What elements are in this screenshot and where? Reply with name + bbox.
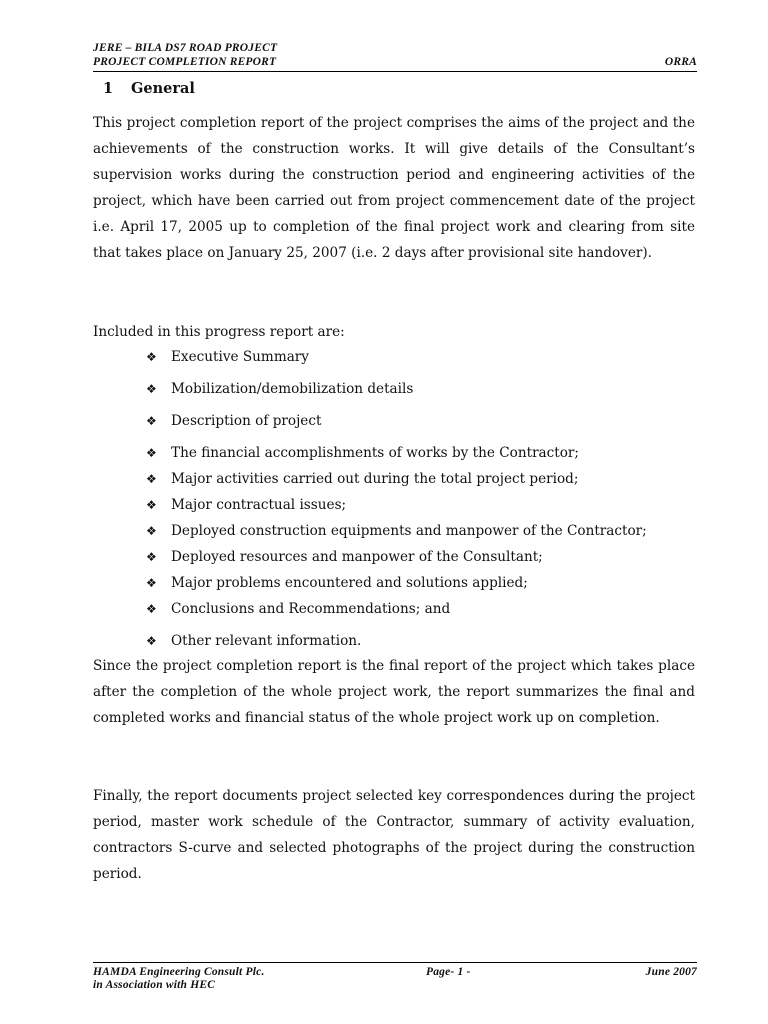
list-item xyxy=(146,466,578,492)
footer-company: HAMDA Engineering Consult Plc. xyxy=(93,966,265,978)
footer-association: in Association with HEC xyxy=(93,979,216,991)
list-item xyxy=(146,344,309,370)
list-item xyxy=(146,518,647,544)
paragraph-summary: Since the project completion report is the final report of the project which takes place after the completion of the whole project work, the report summarizes the final and completed works and financial status of the whole project work up on completion. xyxy=(93,658,695,726)
diamond-bullet-icon: ❖ xyxy=(146,550,157,564)
list-item-text: Deployed resources and manpower of the Consultant; xyxy=(171,549,543,565)
list-item-text: Conclusions and Recommendations; and xyxy=(171,601,451,617)
diamond-bullet-icon: ❖ xyxy=(146,382,157,396)
section-number: 1 xyxy=(103,80,114,97)
diamond-bullet-icon: ❖ xyxy=(146,350,157,364)
footer-page-number: Page- 1 - xyxy=(426,966,471,978)
diamond-bullet-icon: ❖ xyxy=(146,602,157,616)
footer-rule xyxy=(93,962,697,963)
header-project-name: JERE – BILA DS7 ROAD PROJECT xyxy=(93,42,278,54)
list-item xyxy=(146,628,361,654)
diamond-bullet-icon: ❖ xyxy=(146,472,157,486)
header-report-title: PROJECT COMPLETION REPORT xyxy=(93,56,277,68)
list-item-text: Executive Summary xyxy=(171,349,309,365)
list-item xyxy=(146,596,450,622)
paragraph-documents: Finally, the report documents project selected key correspondences during the project period, master work schedule of the Contractor, summary of activity evaluation, contractors S-curve and selected photographs of the project during the construction period. xyxy=(93,788,695,882)
list-item-text: Deployed construction equipments and manpower of the Contractor; xyxy=(171,523,647,539)
list-item xyxy=(146,492,346,518)
list-item xyxy=(146,440,579,466)
list-item-text: Major contractual issues; xyxy=(171,497,347,513)
list-item-text: Major activities carried out during the total project period; xyxy=(171,471,579,487)
section-title: General xyxy=(131,80,195,97)
list-item-text: The financial accomplishments of works by the Contractor; xyxy=(171,445,580,461)
list-intro: Included in this progress report are: xyxy=(93,324,345,340)
diamond-bullet-icon: ❖ xyxy=(146,446,157,460)
diamond-bullet-icon: ❖ xyxy=(146,576,157,590)
paragraph-intro: This project completion report of the project comprises the aims of the project and the achievements of the construction works. It will give details of the Consultant’s supervision works during the construction period and engineering activities of the project, which have been carried out from project commencement date of the project i.e. April 17, 2005 up to completion of the final project work and clearing from site that takes place on January 25, 2007 (i.e. 2 days after provisional site handover). xyxy=(93,115,695,261)
diamond-bullet-icon: ❖ xyxy=(146,498,157,512)
header-rule xyxy=(93,71,697,72)
list-item-text: Other relevant information. xyxy=(171,633,362,649)
list-item xyxy=(146,570,528,596)
list-item-text: Mobilization/demobilization details xyxy=(171,381,414,397)
list-item xyxy=(146,544,543,570)
footer-date: June 2007 xyxy=(645,966,697,978)
list-item-text: Major problems encountered and solutions applied; xyxy=(171,575,528,591)
section-heading xyxy=(103,80,195,97)
header-organization: ORRA xyxy=(664,56,697,68)
diamond-bullet-icon: ❖ xyxy=(146,414,157,428)
diamond-bullet-icon: ❖ xyxy=(146,524,157,538)
list-item xyxy=(146,376,413,402)
list-item xyxy=(146,408,321,434)
list-item-text: Description of project xyxy=(171,413,322,429)
diamond-bullet-icon: ❖ xyxy=(146,634,157,648)
